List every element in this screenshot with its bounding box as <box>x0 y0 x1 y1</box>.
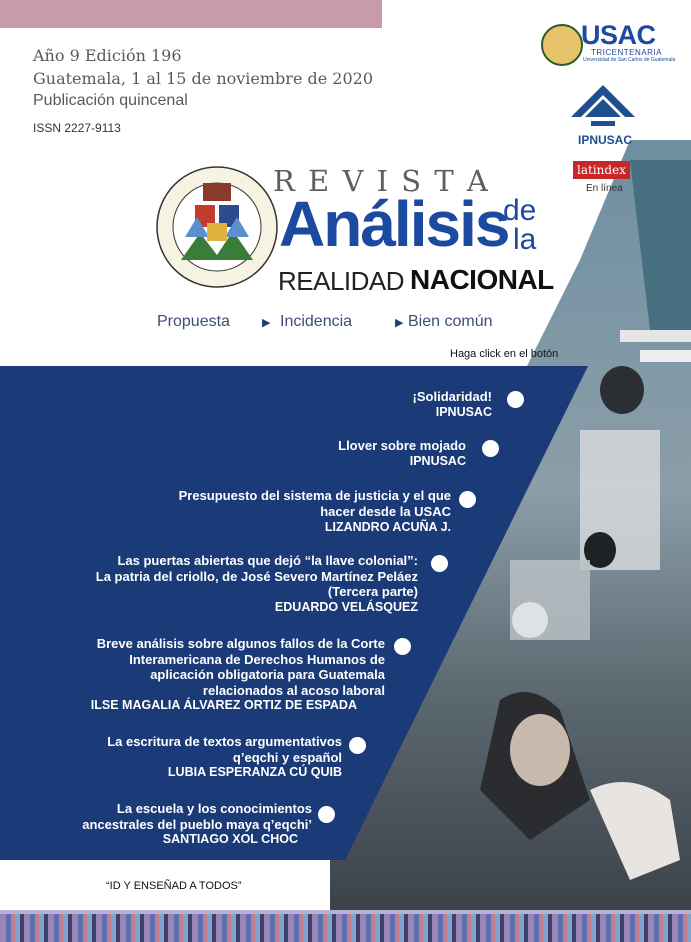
issn: ISSN 2227-9113 <box>33 121 121 135</box>
ipnusac-logo-icon <box>569 83 637 133</box>
masthead-analisis: Análisis <box>279 188 509 260</box>
article-button[interactable] <box>431 555 448 572</box>
masthead-la: la <box>513 223 537 256</box>
article-title-line: Presupuesto del sistema de justicia y el que <box>178 488 451 503</box>
ipnusac-label: IPNUSAC <box>578 133 633 147</box>
article-title: ¡Solidaridad! <box>412 389 492 404</box>
article-button[interactable] <box>394 638 411 655</box>
article-title-line: aplicación obligatoria para Guatemala <box>150 667 385 682</box>
article-author: LUBIA ESPERANZA CÚ QUIB <box>167 765 342 779</box>
article-author: SANTIAGO XOL CHOC <box>162 832 298 846</box>
article-title: Llover sobre mojado <box>338 438 466 453</box>
article-title-line: relacionados al acoso laboral <box>202 682 385 698</box>
article-title-line: La escritura de textos argumentativos <box>107 734 342 749</box>
masthead-nacional: NACIONAL <box>410 264 554 295</box>
article-title-line: La patria del criollo, de José Severo Martínez Peláez <box>95 568 418 584</box>
masthead-de: de <box>503 194 537 227</box>
university-seal-icon <box>155 165 279 289</box>
usac-logo-text: USAC <box>581 20 656 50</box>
article-button[interactable] <box>349 737 366 754</box>
article-title-line: ancestrales del pueblo maya q’eqchi’ <box>82 816 312 832</box>
top-color-bar <box>0 0 382 28</box>
frequency: Publicación quincenal <box>33 92 188 109</box>
article-button[interactable] <box>482 440 499 457</box>
click-hint: Haga click en el botón <box>450 348 559 360</box>
usac-tricentenaria: TRICENTENARIA <box>591 48 662 57</box>
article-title-line: Las puertas abiertas que dejó “la llave colonial”: <box>117 553 418 568</box>
tagline-bien-comun: Bien común <box>408 313 493 330</box>
issue-date: Guatemala, 1 al 15 de noviembre de 2020 <box>33 69 374 88</box>
article-author: IPNUSAC <box>409 453 466 468</box>
article-title-line: Interamericana de Derechos Humanos de <box>129 651 385 667</box>
article-author: IPNUSAC <box>435 404 492 419</box>
articles-panel-background <box>0 366 600 866</box>
masthead-realidad: REALIDAD <box>278 266 405 296</box>
masthead-revista: R E V I S T A <box>273 164 490 198</box>
article-title-line: (Tercera parte) <box>327 584 418 599</box>
article-author: LIZANDRO ACUÑA J. <box>324 520 451 534</box>
triangle-bullet-icon: ▶ <box>395 317 404 329</box>
article-entry <box>80 553 418 614</box>
article-author: EDUARDO VELÁSQUEZ <box>274 599 418 614</box>
usac-seal-small-icon <box>541 24 583 66</box>
article-author: ILSE MAGALIA ÁLVAREZ ORTIZ DE ESPADA <box>90 698 357 712</box>
article-button[interactable] <box>507 391 524 408</box>
tagline-incidencia: Incidencia <box>280 313 353 330</box>
article-button[interactable] <box>318 806 335 823</box>
article-entry <box>62 636 385 712</box>
latindex-logo: latindex <box>573 161 630 179</box>
article-title-line: La escuela y los conocimientos <box>116 801 312 816</box>
article-entry <box>338 438 466 468</box>
article-entry <box>70 734 342 779</box>
tagline-propuesta: Propuesta <box>157 313 230 330</box>
article-title-line: Breve análisis sobre algunos fallos de la Corte <box>96 636 385 651</box>
article-entry <box>46 801 312 846</box>
motto: “ID Y ENSEÑAD A TODOS” <box>106 880 242 892</box>
usac-university-name: Universidad de San Carlos de Guatemala <box>583 57 676 63</box>
year-edition: Año 9 Edición 196 <box>33 46 182 65</box>
triangle-bullet-icon: ▶ <box>262 317 271 329</box>
article-title-line: q’eqchi y español <box>232 749 342 765</box>
article-title-line: hacer desde la USAC <box>320 503 451 519</box>
footer-textile-band <box>0 914 691 942</box>
article-entry <box>146 488 451 534</box>
latindex-sublabel: En línea <box>586 183 623 194</box>
article-button[interactable] <box>459 491 476 508</box>
article-entry <box>413 389 492 419</box>
